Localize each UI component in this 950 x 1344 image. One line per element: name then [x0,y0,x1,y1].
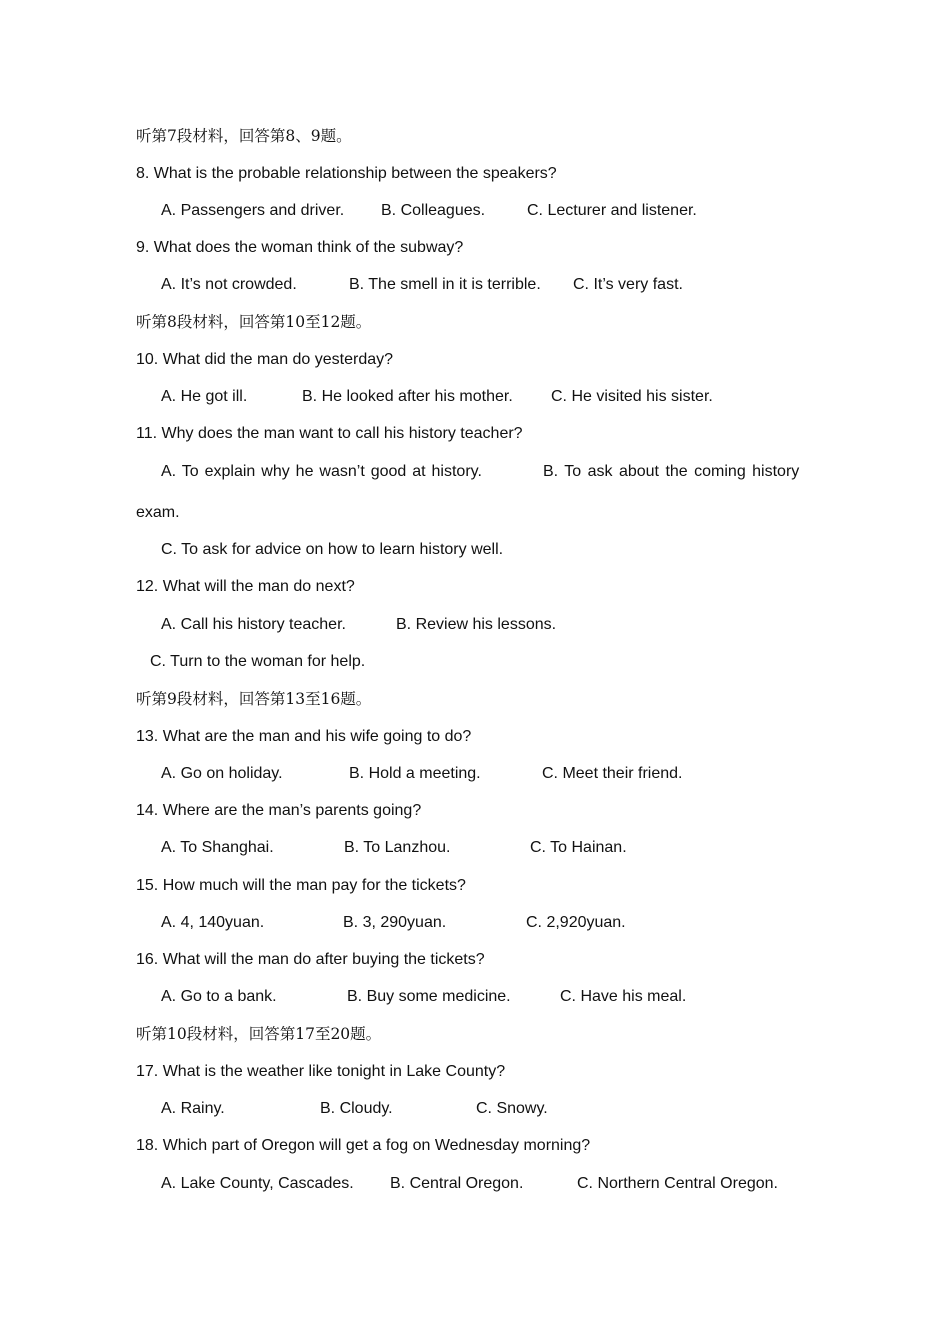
question-9: 9. What does the woman think of the subway? [136,239,464,256]
q9-option-c: C. It’s very fast. [573,276,683,293]
question-12: 12. What will the man do next? [136,578,355,595]
q13-option-b: B. Hold a meeting. [349,765,481,782]
section-7-heading: 听第7段材料，回答第8、9题。 [136,127,352,145]
q8-option-b: B. Colleagues. [381,202,486,219]
question-18: 18. Which part of Oregon will get a fog on Wednesday morning? [136,1137,591,1154]
q10-option-c: C. He visited his sister. [551,388,713,405]
q13-option-a: A. Go on holiday. [161,765,283,782]
q15-option-c: C. 2,920yuan. [526,914,626,931]
q12-option-a: A. Call his history teacher. [161,616,346,633]
q18-option-c: C. Northern Central Oregon. [577,1175,778,1192]
section-10-heading: 听第10段材料，回答第17至20题。 [136,1025,382,1043]
q9-option-b: B. The smell in it is terrible. [349,276,541,293]
q15-option-b: B. 3, 290yuan. [343,914,447,931]
question-16: 16. What will the man do after buying the tickets? [136,951,485,968]
q14-option-b: B. To Lanzhou. [344,839,451,856]
q17-option-c: C. Snowy. [476,1100,548,1117]
q12-option-c: C. Turn to the woman for help. [150,653,366,670]
question-17: 17. What is the weather like tonight in Lake County? [136,1063,506,1080]
question-8: 8. What is the probable relationship between the speakers? [136,165,557,182]
q9-option-a: A. It’s not crowded. [161,276,297,293]
question-15: 15. How much will the man pay for the tickets? [136,877,466,894]
q14-option-c: C. To Hainan. [530,839,627,856]
q13-option-c: C. Meet their friend. [542,765,683,782]
q10-option-a: A. He got ill. [161,388,248,405]
q11-option-b: B. To ask about the coming history [543,463,800,480]
q11-option-c: C. To ask for advice on how to learn history well. [161,541,504,558]
q8-option-c: C. Lecturer and listener. [527,202,697,219]
question-13: 13. What are the man and his wife going to do? [136,728,472,745]
q17-option-b: B. Cloudy. [320,1100,393,1117]
q16-option-a: A. Go to a bank. [161,988,277,1005]
q17-option-a: A. Rainy. [161,1100,225,1117]
q14-option-a: A. To Shanghai. [161,839,274,856]
q12-option-b: B. Review his lessons. [396,616,557,633]
q11-option-b-continued: exam. [136,504,180,521]
question-11: 11. Why does the man want to call his history teacher? [136,425,523,442]
q16-option-c: C. Have his meal. [560,988,687,1005]
q8-option-a: A. Passengers and driver. [161,202,345,219]
section-9-heading: 听第9段材料，回答第13至16题。 [136,690,372,708]
q16-option-b: B. Buy some medicine. [347,988,511,1005]
section-8-heading: 听第8段材料，回答第10至12题。 [136,313,372,331]
question-10: 10. What did the man do yesterday? [136,351,394,368]
q11-option-a: A. To explain why he wasn’t good at history. [161,463,482,480]
q10-option-b: B. He looked after his mother. [302,388,513,405]
q18-option-a: A. Lake County, Cascades. [161,1175,354,1192]
q18-option-b: B. Central Oregon. [390,1175,524,1192]
question-14: 14. Where are the man’s parents going? [136,802,422,819]
q15-option-a: A. 4, 140yuan. [161,914,265,931]
